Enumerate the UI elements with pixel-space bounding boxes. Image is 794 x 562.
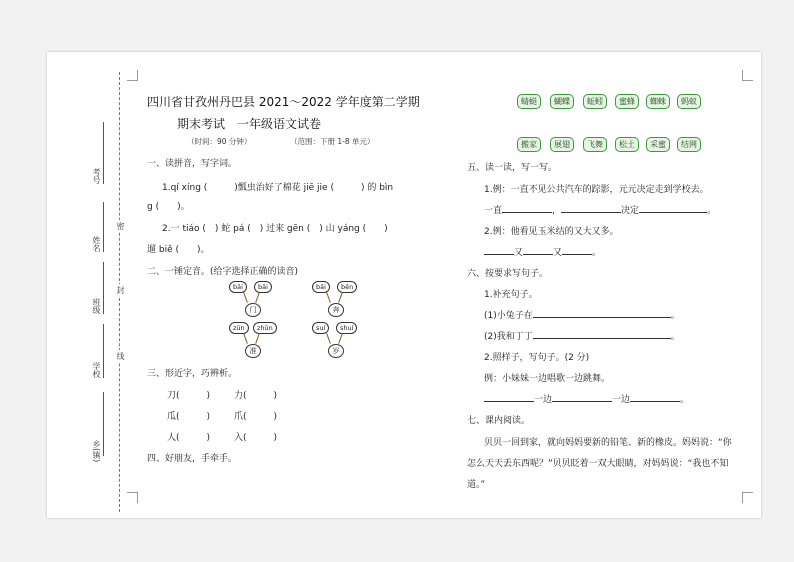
complete-sentence-2 xyxy=(484,329,680,342)
answer-blank[interactable] xyxy=(630,392,680,402)
word-card-row1[interactable]: 蜘蛛 xyxy=(646,94,670,109)
time-note: （时间：90 分钟） xyxy=(187,137,252,146)
exam-number-field[interactable] xyxy=(103,122,104,184)
reading-passage-line: 怎么天天丢东西呢？”贝贝眨着一双大眼睛，对妈妈说：“我也不知 xyxy=(467,459,729,469)
period: 。 xyxy=(670,311,680,321)
fill-in-word: 。 xyxy=(592,248,602,258)
card-character: 门 xyxy=(245,303,261,317)
fill-in-line-1 xyxy=(484,203,716,216)
question-2-line-b: 遛 biě ( )。 xyxy=(147,245,210,255)
pinyin-option[interactable]: bāi xyxy=(254,281,272,293)
similar-char-b: 入( ) xyxy=(234,433,278,443)
word-card-row1[interactable]: 蚯蚓 xyxy=(583,94,607,109)
word-card-row2[interactable]: 搬家 xyxy=(517,137,541,152)
seal-word: 封 xyxy=(116,286,125,294)
exam-title-line2: 期末考试 一年级语文试卷 xyxy=(177,117,322,131)
crop-mark xyxy=(127,70,138,81)
word-card-row2[interactable]: 采蜜 xyxy=(646,137,670,152)
stick xyxy=(243,292,248,303)
word-card-row2[interactable]: 飞舞 xyxy=(583,137,607,152)
pinyin-card[interactable] xyxy=(229,322,275,360)
stick xyxy=(255,292,260,303)
answer-blank[interactable] xyxy=(502,203,552,213)
fill-in-word: 又 xyxy=(514,248,524,258)
fill-in-word: 又 xyxy=(553,248,563,258)
pinyin-card[interactable] xyxy=(312,281,358,319)
pinyin-option[interactable]: zhūn xyxy=(253,322,277,334)
class-field[interactable] xyxy=(103,262,104,314)
question-1-line-b: g ( )。 xyxy=(147,202,190,212)
exam-number-label: 考号 xyxy=(92,168,101,184)
stick xyxy=(326,333,331,344)
fill-in-word: 。 xyxy=(707,206,717,216)
exam-paper xyxy=(47,52,761,518)
similar-char-a: 瓜( ) xyxy=(167,412,211,422)
scope-note: （范围：下册 1-8 单元） xyxy=(290,137,375,146)
period: 。 xyxy=(680,395,690,405)
reading-passage-line: 贝贝一回到家，就向妈妈要新的铅笔、新的橡皮。妈妈说：“你 xyxy=(484,438,732,448)
word-card-row2[interactable]: 展翅 xyxy=(550,137,574,152)
crop-mark xyxy=(127,492,138,503)
sub-question-2: 2.照样子，写句子。(2 分) xyxy=(484,353,590,363)
sub-question-1: 1.补充句子。 xyxy=(484,290,538,300)
student-name-label: 姓名 xyxy=(92,236,101,252)
class-label: 班级 xyxy=(92,298,101,314)
similar-char-a: 刀( ) xyxy=(167,391,211,401)
stick xyxy=(243,333,248,344)
fill-in-word: 一边 xyxy=(534,395,553,405)
township-label: 乡(镇) xyxy=(92,440,101,463)
card-character: 岁 xyxy=(328,344,344,358)
answer-blank[interactable] xyxy=(484,392,534,402)
pinyin-card[interactable] xyxy=(312,322,358,360)
stick xyxy=(255,333,260,344)
seal-word: 密 xyxy=(116,222,125,230)
period: 。 xyxy=(670,332,680,342)
fill-in-line-3 xyxy=(484,392,689,405)
student-name-field[interactable] xyxy=(103,202,104,252)
word-card-row1[interactable]: 蜜蜂 xyxy=(615,94,639,109)
fill-in-word: 决定 xyxy=(621,206,640,216)
stick xyxy=(338,292,343,303)
section-4-title: 四、好朋友，手牵手。 xyxy=(147,454,238,464)
sentence-example: 例：小妹妹一边唱歌一边跳舞。 xyxy=(484,374,611,384)
fill-in-line-2 xyxy=(484,245,601,258)
crop-mark xyxy=(742,492,753,503)
pinyin-option[interactable]: bāi xyxy=(229,281,247,293)
sentence-start: (2)我和丁丁 xyxy=(484,332,533,342)
section-6-title: 六、按要求写句子。 xyxy=(467,269,549,279)
section-2-title: 二、一锤定音。(给字选择正确的读音) xyxy=(147,267,299,277)
school-label: 学校 xyxy=(92,362,101,378)
reading-passage-line: 道。” xyxy=(467,480,486,490)
answer-blank[interactable] xyxy=(533,308,671,318)
word-card-row2[interactable]: 松土 xyxy=(615,137,639,152)
pinyin-card[interactable] xyxy=(229,281,275,319)
answer-blank[interactable] xyxy=(523,245,553,255)
card-character: 奔 xyxy=(328,303,344,317)
exam-title-line1: 四川省甘孜州丹巴县 2021～2022 学年度第二学期 xyxy=(147,95,420,109)
word-card-row1[interactable]: 蜻蜓 xyxy=(517,94,541,109)
fill-in-word: 一边 xyxy=(612,395,631,405)
stick xyxy=(326,292,331,303)
similar-char-b: 爪( ) xyxy=(234,412,278,422)
answer-blank[interactable] xyxy=(562,245,592,255)
similar-char-b: 力( ) xyxy=(234,391,278,401)
sentence-start: (1)小兔子在 xyxy=(484,311,533,321)
stick xyxy=(338,333,343,344)
section-1-title: 一、读拼音，写字词。 xyxy=(147,159,238,169)
question-1-line-a: 1.qí xíng ( )瓢虫治好了棉花 jiē jie ( ) 的 bìn xyxy=(162,183,394,193)
word-card-row1[interactable]: 蚂蚁 xyxy=(677,94,701,109)
example-2: 2.例：他看见玉米结的又大又多。 xyxy=(484,227,619,237)
answer-blank[interactable] xyxy=(561,203,621,213)
question-2-line-a: 2.一 tiáo ( ) 蛇 pá ( ) 过来 gēn ( ) 山 yáng ( ) xyxy=(162,224,388,234)
pinyin-option[interactable]: bāi xyxy=(312,281,330,293)
similar-char-a: 人( ) xyxy=(167,433,211,443)
pinyin-option[interactable]: suí xyxy=(312,322,329,334)
pinyin-option[interactable]: bēn xyxy=(337,281,357,293)
section-5-title: 五、读一读，写一写。 xyxy=(467,163,558,173)
complete-sentence-1 xyxy=(484,308,680,321)
pinyin-option[interactable]: shuí xyxy=(336,322,357,334)
word-card-row1[interactable]: 蝴蝶 xyxy=(550,94,574,109)
pinyin-option[interactable]: zūn xyxy=(229,322,249,334)
example-1: 1.例：一直不见公共汽车的踪影，元元决定走到学校去。 xyxy=(484,185,709,195)
answer-blank[interactable] xyxy=(484,245,514,255)
fill-in-word: ， xyxy=(552,206,562,216)
fill-in-word: 一直 xyxy=(484,206,503,216)
answer-blank[interactable] xyxy=(552,392,612,402)
seal-word: 线 xyxy=(116,352,125,360)
answer-blank[interactable] xyxy=(533,329,671,339)
section-3-title: 三、形近字，巧辨析。 xyxy=(147,369,238,379)
card-character: 准 xyxy=(245,344,261,358)
school-field[interactable] xyxy=(103,324,104,378)
answer-blank[interactable] xyxy=(639,203,707,213)
word-card-row2[interactable]: 结网 xyxy=(677,137,701,152)
crop-mark xyxy=(742,70,753,81)
section-7-title: 七、课内阅读。 xyxy=(467,416,531,426)
township-field[interactable] xyxy=(103,392,104,456)
